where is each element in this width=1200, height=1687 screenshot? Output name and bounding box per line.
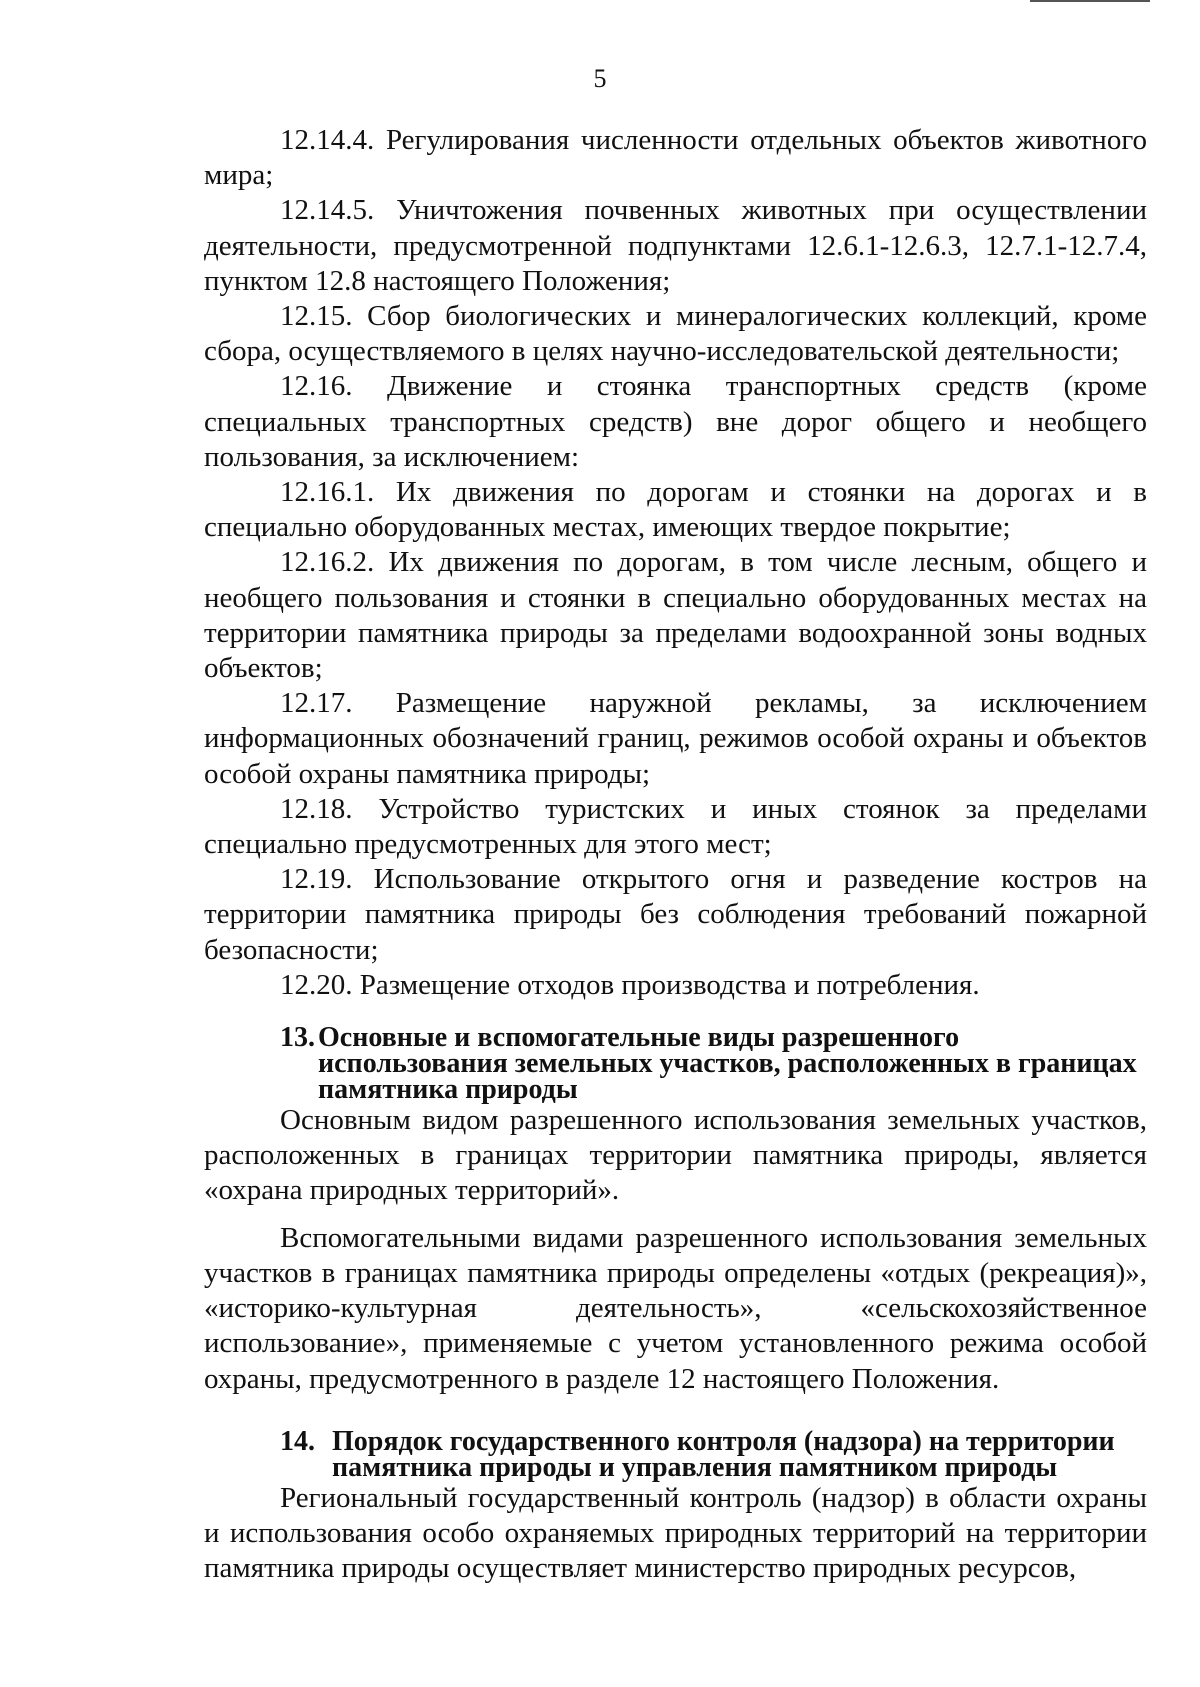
item-12-16-2: 12.16.2. Их движения по дорогам, в том числе лесным, общего и необщего пользования и стоянки в специально оборудованных местах на территории памятника природы за пределами водоохранной зоны водных объектов;	[204, 546, 1147, 685]
item-12-19: 12.19. Использование открытого огня и разведение костров на территории памятника природы без соблюдения требований пожарной безопасности;	[204, 863, 1147, 966]
item-12-20: 12.20. Размещение отходов производства и потребления.	[280, 968, 980, 1001]
item-12-15: 12.15. Сбор биологических и минералогических коллекций, кроме сбора, осуществляемого в целях научно-исследовательской деятельности;	[204, 300, 1147, 368]
item-12-16-1: 12.16.1. Их движения по дорогам и стоянки на дорогах и в специально оборудованных местах, имеющих твердое покрытие;	[204, 476, 1147, 544]
item-12-18: 12.18. Устройство туристских и иных стоянок за пределами специально предусмотренных для этого мест;	[204, 792, 1147, 861]
section-13-heading	[204, 1022, 1147, 1106]
section-14-title: Порядок государственного контроля (надзора) на территории памятника природы и управления памятником природы	[332, 1425, 1115, 1483]
section-13-title: Основные и вспомогательные виды разрешенного использования земельных участков, расположенных в границах памятника природы	[318, 1022, 1137, 1106]
scan-edge-mark	[1030, 0, 1150, 2]
section-13-paragraph-2: Вспомогательными видами разрешенного использования земельных участков в границах памятника природы определены «отдых (рекреация)», «историко-культурная деятельность», «сельскохозяйственное использование», применяемые с учетом установленного режима особой охраны, предусмотренного в разделе 12 настоящего Положения.	[204, 1221, 1147, 1395]
page-number: 5	[593, 64, 607, 93]
page-content	[204, 123, 1147, 1586]
item-12-16: 12.16. Движение и стоянка транспортных средств (кроме специальных транспортных средств) вне дорог общего и необщего пользования, за исключением:	[204, 370, 1147, 473]
item-12-14-5: 12.14.5. Уничтожения почвенных животных при осуществлении деятельности, предусмотренной подпунктами 12.6.1-12.6.3, 12.7.1-12.7.4, пунктом 12.8 настоящего Положения;	[204, 194, 1147, 297]
section-13-paragraph-1: Основным видом разрешенного использования земельных участков, расположенных в границах территории памятника природы, является «охрана природных территорий».	[204, 1104, 1147, 1207]
section-14-number: 14.	[280, 1425, 315, 1457]
item-12-17: 12.17. Размещение наружной рекламы, за исключением информационных обозначений границ, режимов особой охраны и объектов особой охраны памятника природы;	[204, 687, 1147, 790]
section-14-paragraph-1: Региональный государственный контроль (надзор) в области охраны и использования особо охраняемых природных территорий на территории памятника природы осуществляет министерство природных ресурсов,	[204, 1481, 1147, 1585]
item-12-14-4: 12.14.4. Регулирования численности отдельных объектов животного мира;	[204, 124, 1147, 192]
section-14-heading	[204, 1425, 1147, 1483]
section-13-number: 13.	[280, 1022, 315, 1054]
